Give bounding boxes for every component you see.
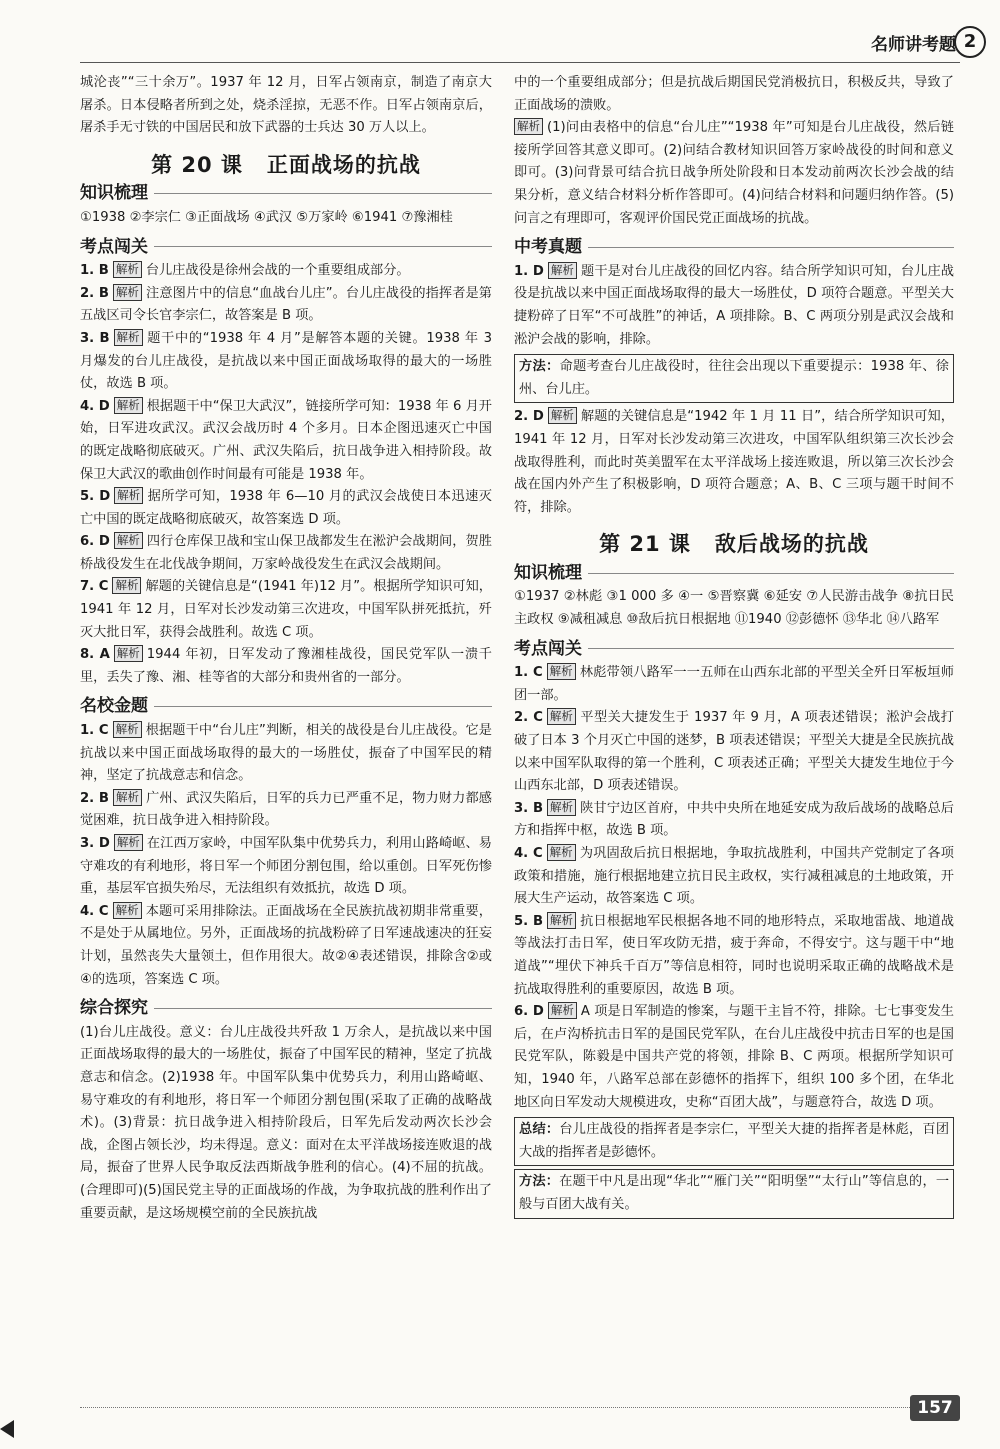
- section-heading-mingxiao: 名校金题: [80, 695, 492, 718]
- analysis-tag: 解析: [113, 261, 142, 278]
- summary-box: 总结：台儿庄战役的指挥者是李宗仁，平型关大捷的指挥者是林彪，百团大战的指挥者是彭德怀。: [514, 1117, 954, 1166]
- footer-divider: [80, 1407, 920, 1408]
- zonghe-answer: (1)台儿庄战役。意义：台儿庄战役共歼敌 1 万余人，是抗战以来中国正面战场取得的最大的一场胜仗，振奋了中国军民的精神，坚定了抗战意志和信念。(2)1938 年。中国军队集中优势兵力，利用山路崎岖、易守难攻的有利地形，将日军一个师团分割包围(采取了正确的战略战术)。(3)背景：抗日战争进入相持阶段后，日军先后发动两次长沙会战，企图占领长沙，均未得逞。意义：面对在太平洋战场接连败退的战局，振奋了世界人民争取反法西斯战争胜利的信心。(4)不屈的抗战。(合理即可)(5)国民党主导的正面战场的作战，为争取抗战的胜利作出了重要贡献，是这场规模空前的全民族抗战: [80, 1024, 492, 1221]
- list-item: 8. A 解析 1944 年初，日军发动了豫湘桂战役，国民党军队一溃千里，丢失了豫、湘、桂等省的大部分和贵州省的一部分。: [80, 646, 492, 685]
- list-item: 3. D 解析 在江西万家岭，中国军队集中优势兵力，利用山路崎岖、易守难攻的有利地形，将日军一个师团分割包围，给以重创。日军死伤惨重，基层军官损失殆尽，无法组织有效抵抗，故选 D 项。: [80, 835, 492, 897]
- lesson-21-heading: [514, 533, 954, 556]
- list-item: 5. B 解析 抗日根据地军民根据各地不同的地形特点，采取地雷战、地道战等战法打击日军，使日军攻防无措，疲于奔命，不得安宁。这与题干中“地道战”“埋伏下神兵千百万”等信息相符，同时也说明采取正确的战略战术是抗战取得胜利的重要原因，故选 B 项。: [514, 912, 954, 997]
- list-item: 7. C 解析 解题的关键信息是“(1941 年)12 月”。根据所学知识可知，1941 年 12 月，日军对长沙发动第三次进攻，中国军队拼死抵抗，歼灭大批日军，获得会战胜利。故选 C 项。: [80, 578, 492, 640]
- lesson-20-heading: [80, 154, 492, 177]
- footer: [80, 1395, 960, 1425]
- zhishi-answers: ①1937 ②林彪 ③1 000 多 ④一 ⑤晋察冀 ⑥延安 ⑦人民游击战争 ⑧抗日民主政权 ⑨减租减息 ⑩敌后抗日根据地 ⑪1940 ⑫彭德怀 ⑬华北 ⑭八路军: [514, 589, 954, 628]
- section-heading-zhongkao: 中考真题: [514, 236, 954, 259]
- header: [0, 0, 1000, 70]
- header-divider: [80, 62, 960, 63]
- intro-paragraph: 城沦丧”“三十余万”。1937 年 12 月，日军占领南京，制造了南京大屠杀。日本侵略者所到之处，烧杀淫掠，无恶不作。日军占领南京后，屠杀手无寸铁的中国居民和放下武器的士兵达 30 万人以上。: [80, 75, 492, 136]
- left-column: [80, 72, 492, 1225]
- right-column: [514, 72, 954, 1222]
- list-item: 6. D 解析 A 项是日军制造的惨案，与题干主旨不符，排除。七七事变发生后，在卢沟桥抗击日军的是国民党军队，在台儿庄战役中抗击日军的也是国民党军队，陈毅是中国共产党的将领，排除 B、C 两项。根据所学知识可知，1940 年，八路军总部在彭德怀的指挥下，组织 100 多个团，在华北地区向日军发动大规模进攻，史称“百团大战”，与题意符合，故选 D 项。: [514, 1003, 954, 1110]
- analysis-tag: 解析: [547, 912, 576, 929]
- analysis-tag: 解析: [548, 1002, 577, 1019]
- analysis-tag: 解析: [113, 721, 142, 738]
- analysis-tag: 解析: [114, 834, 143, 851]
- section-heading-zhishi: 知识梳理: [80, 182, 492, 205]
- list-item: 3. B 解析 题干中的“1938 年 4 月”是解答本题的关键。1938 年 3 月爆发的台儿庄战役，是抗战以来中国正面战场取得的最大的一场胜仗，故选 B 项。: [80, 329, 492, 392]
- section-heading-kaodian: 考点闯关: [80, 236, 492, 259]
- analysis-tag: 解析: [113, 284, 142, 301]
- list-item: 4. D 解析 根据题干中“保卫大武汉”，链接所学可知：1938 年 6 月开始，日军进攻武汉。武汉会战历时 4 个多月。日本企图迅速灭亡中国的既定战略彻底破灭。广州、武汉失陷后，抗日战争进入相持阶段。故保卫大武汉的歌曲创作时间最有可能是 1938 年。: [80, 397, 492, 482]
- list-item: 3. B 解析 陕甘宁边区首府，中共中央所在地延安成为敌后战场的战略总后方和指挥中枢，故选 B 项。: [514, 799, 954, 839]
- list-item: 1. B 解析 台儿庄战役是徐州会战的一个重要组成部分。: [80, 262, 410, 279]
- analysis-tag: 解析: [113, 789, 142, 806]
- list-item: 4. C 解析 本题可采用排除法。正面战场在全民族抗战初期非常重要，不是处于从属地位。另外，正面战场的抗战粉碎了日军速战速决的狂妄计划，虽然丧失大量领土，但作用很大。故②④表述错误，排除含②或④的选项，答案选 C 项。: [80, 902, 492, 987]
- analysis-tag: 解析: [547, 708, 576, 725]
- analysis-tag: 解析: [114, 487, 143, 504]
- list-item: 1. C 解析 林彪带领八路军一一五师在山西东北部的平型关全歼日军板垣师团一部。: [514, 664, 954, 703]
- analysis-tag: 解析: [114, 532, 143, 549]
- lesson-title: 敌后战场的抗战: [714, 532, 869, 557]
- list-item: 2. D 解析 解题的关键信息是“1942 年 1 月 11 日”，结合所学知识可知，1941 年 12 月，日军对长沙发动第三次进攻，中国军队组织第三次长沙会战取得胜利，而此时英美盟军在太平洋战场上接连败退，所以第三次长沙会战在国内外产生了积极影响，D 项符合题意；A、B、C 三项与题干时间不符，排除。: [514, 408, 954, 515]
- brand-logo-icon: 2: [954, 26, 986, 58]
- analysis-tag: 解析: [114, 397, 143, 414]
- analysis-tag: 解析: [547, 844, 576, 861]
- list-item: 2. B 解析 注意图片中的信息“血战台儿庄”。台儿庄战役的指挥者是第五战区司令长官李宗仁，故答案是 B 项。: [80, 284, 492, 324]
- list-item: 4. C 解析 为巩固敌后抗日根据地，争取抗战胜利，中国共产党制定了各项政策和措施，施行根据地建立抗日民主政权，实行减租减息的土地政策，开展大生产运动，故答案选 C 项。: [514, 845, 954, 907]
- analysis-tag: 解析: [112, 577, 141, 594]
- analysis-tag: 解析: [114, 329, 143, 346]
- list-item: 1. D 解析 题干是对台儿庄战役的回忆内容。结合所学知识可知，台儿庄战役是抗战以来中国正面战场取得的最大一场胜仗，D 项符合题意。平型关大捷粉碎了日军“不可战胜”的神话，A 项排除。B、C 两项分别是武汉会战和淞沪会战的影响，排除。: [514, 262, 954, 347]
- page-number: 157: [910, 1395, 960, 1421]
- section-heading-kaodian: 考点闯关: [514, 638, 954, 661]
- method-box: 方法：命题考查台儿庄战役时，往往会出现以下重要提示：1938 年、徐州、台儿庄。: [514, 354, 954, 403]
- list-item: 6. D 解析 四行仓库保卫战和宝山保卫战都发生在淞沪会战期间，贺胜桥战役发生在北伐战争期间，万家岭战役发生在武汉会战期间。: [80, 533, 492, 572]
- page-corner-arrow-icon: [0, 1420, 14, 1438]
- lesson-title: 正面战场的抗战: [266, 152, 421, 177]
- section-heading-zonghe: 综合探究: [80, 997, 492, 1020]
- lesson-number: 第 21 课: [599, 532, 691, 557]
- list-item: 2. B 解析 广州、武汉失陷后，日军的兵力已严重不足，物力财力都感觉困难，抗日战争进入相持阶段。: [80, 789, 492, 829]
- analysis-tag: 解析: [114, 645, 143, 662]
- analysis-tag: 解析: [514, 118, 543, 135]
- analysis-tag: 解析: [548, 262, 577, 279]
- analysis-tag: 解析: [113, 902, 142, 919]
- analysis-tag: 解析: [548, 407, 577, 424]
- brand-title: 名师讲考题: [871, 35, 956, 55]
- analysis-tag: 解析: [547, 663, 576, 680]
- zhishi-answers: ①1938 ②李宗仁 ③正面战场 ④武汉 ⑤万家岭 ⑥1941 ⑦豫湘桂: [80, 209, 453, 225]
- list-item: 5. D 解析 据所学可知，1938 年 6—10 月的武汉会战使日本迅速灭亡中国的既定战略彻底破灭，故答案选 D 项。: [80, 488, 492, 527]
- method-box: 方法：在题干中凡是出现“华北”“雁门关”“阳明堡”“太行山”等信息的，一般与百团大战有关。: [514, 1169, 954, 1218]
- list-item: 1. C 解析 根据题干中“台儿庄”判断，相关的战役是台儿庄战役。它是抗战以来中国正面战场取得的最大的一场胜仗，振奋了中国军民的精神，坚定了抗战意志和信念。: [80, 722, 492, 784]
- lesson-number: 第 20 课: [151, 152, 243, 177]
- list-item: 2. C 解析 平型关大捷发生于 1937 年 9 月，A 项表述错误；淞沪会战打破了日本 3 个月灭亡中国的迷梦，B 项表述错误；平型关大捷是全民族抗战以来中国军队取得的第一个胜利，C 项表述正确；平型关大捷发生地位于今山西东北部，D 项表述错误。: [514, 709, 954, 794]
- zonghe-analysis: 解析 (1)问由表格中的信息“台儿庄”“1938 年”可知是台儿庄战役，然后链接所学回答其意义即可。(2)问结合教材知识回答万家岭战役的时间和意义即可。(3)问背景可结合抗日战争所处阶段和日本发动前两次长沙会战的结果分析，意义结合材料分析作答即可。(4)问结合材料和问题归纳作答。(5)问言之有理即可，客观评价国民党正面战场的抗战。: [514, 119, 954, 226]
- section-heading-zhishi: 知识梳理: [514, 562, 954, 585]
- continued-paragraph: 中的一个重要组成部分；但是抗战后期国民党消极抗日，积极反共，导致了正面战场的溃败。: [514, 75, 954, 113]
- analysis-tag: 解析: [547, 799, 576, 816]
